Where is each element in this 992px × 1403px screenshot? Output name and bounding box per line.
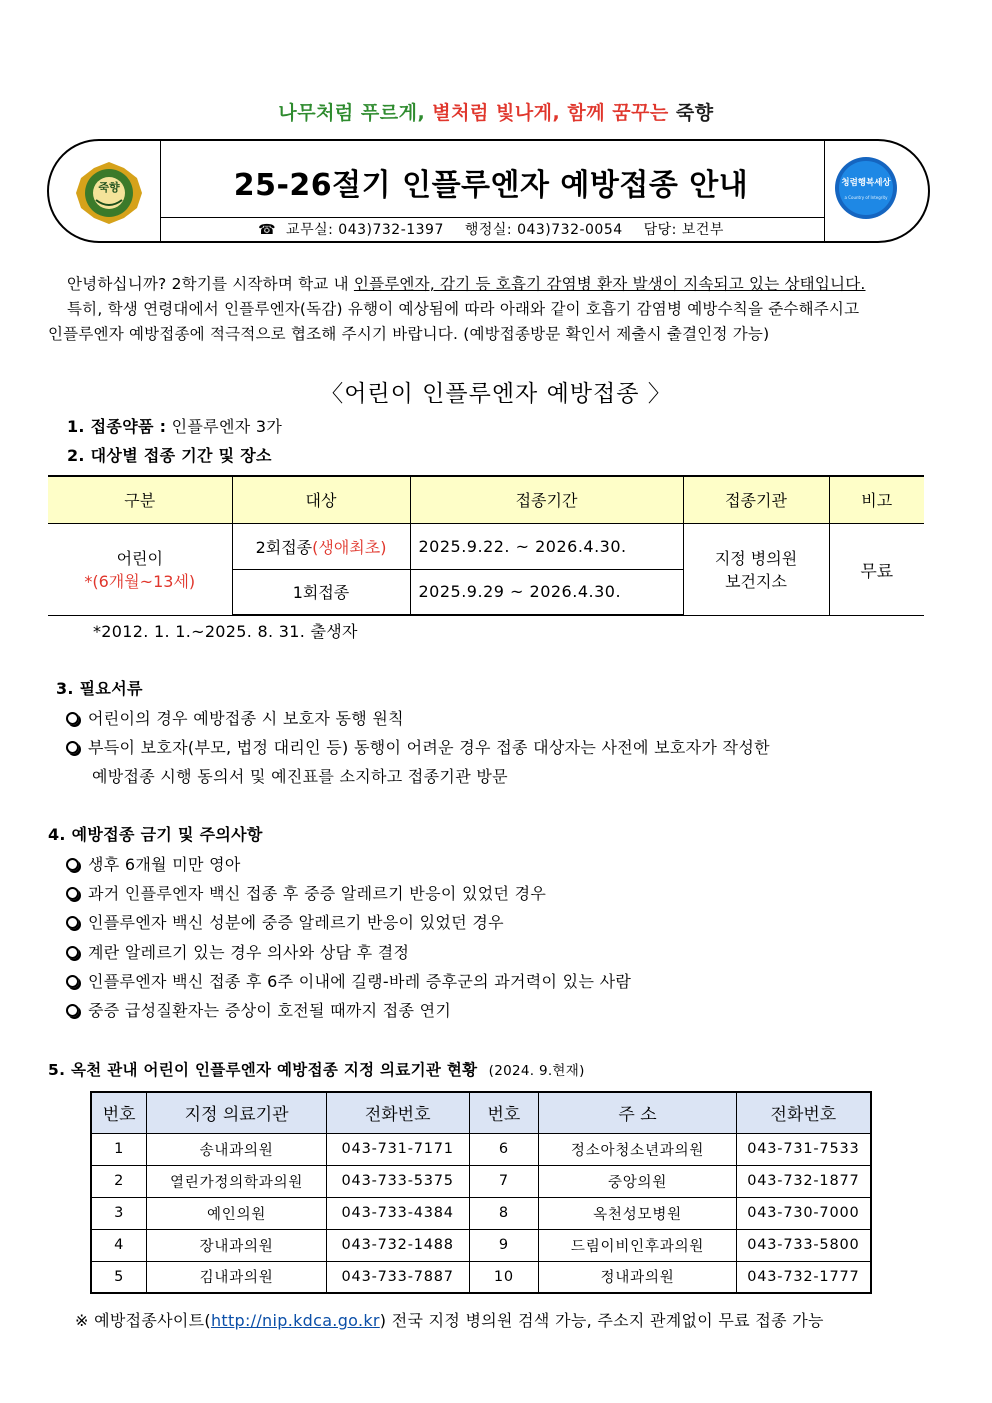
row1-target: 2회접종	[255, 537, 313, 557]
bullet-icon	[66, 975, 79, 988]
bullet-icon	[66, 946, 79, 959]
remark-cell: 무료	[829, 523, 924, 615]
item1	[67, 414, 282, 437]
item1-value: 인플루엔자 3가	[171, 417, 283, 436]
table-row: 4 장내과의원 043-732-1488 9 드림이비인후과의원 043-733-5800	[91, 1229, 871, 1261]
intro-line1-underlined: 인플루엔자, 감기 등 호흡기 감염병 환자 발생이 지속되고 있는 상태입니다.	[353, 275, 866, 293]
bullet-icon	[66, 712, 79, 725]
clinic-table	[90, 1091, 872, 1294]
slogan	[0, 98, 992, 125]
integrity-badge-icon	[833, 155, 899, 221]
footer-suffix: ) 전국 지정 병의원 검색 가능, 주소지 관계없이 무료 접종 가능	[379, 1311, 824, 1330]
col-header: 접종기간	[410, 476, 683, 523]
col-header: 전화번호	[736, 1092, 871, 1133]
emblem-text: 죽향	[98, 181, 120, 194]
contact-info	[159, 219, 823, 239]
col-header: 지정 의료기관	[147, 1092, 326, 1133]
col-header: 번호	[469, 1092, 539, 1133]
list-item: 계란 알레르기 있는 경우 의사와 상담 후 결정	[66, 940, 409, 963]
slogan-part3: 함께 꿈꾸는	[567, 102, 669, 124]
list-item: 중증 급성질환자는 증상이 호전될 때까지 접종 연기	[66, 998, 451, 1021]
institution-line2: 보건지소	[725, 572, 787, 591]
intro-line1: 안녕하십니까? 2학기를 시작하며 학교 내	[67, 275, 354, 293]
table-row: 3 예인의원 043-733-4384 8 옥천성모병원 043-730-7000	[91, 1197, 871, 1229]
item3-title: 3. 필요서류	[56, 679, 143, 698]
group-label: 어린이	[116, 549, 163, 568]
footer-prefix: ※ 예방접종사이트(	[75, 1311, 211, 1330]
item5-title: 5. 옥천 관내 어린이 인플루엔자 예방접종 지정 의료기관 현황	[48, 1061, 478, 1079]
target-cell	[232, 523, 410, 569]
row2-period: 2025.9.29 ~ 2026.4.30.	[410, 569, 683, 615]
list-item: 과거 인플루엔자 백신 접종 후 중증 알레르기 반응이 있었던 경우	[66, 881, 546, 904]
col-header: 번호	[91, 1092, 147, 1133]
contact-office: 교무실: 043)732-1397	[286, 222, 444, 238]
schedule-table	[48, 475, 924, 616]
slogan-part4: 죽향	[675, 102, 714, 124]
contact-admin: 행정실: 043)732-0054	[464, 222, 623, 238]
list-item: 부득이 보호자(부모, 법정 대리인 등) 동행이 어려운 경우 접종 대상자는 사전에 보호자가 작성한	[66, 735, 770, 758]
list-item: 인플루엔자 백신 성분에 중증 알레르기 반응이 있었던 경우	[66, 910, 504, 933]
row2-target: 1회접종	[232, 569, 410, 615]
page-title: 25-26절기 인플루엔자 예방접종 안내	[233, 168, 749, 203]
col-header: 비고	[829, 476, 924, 523]
bullet-icon	[66, 741, 79, 754]
list-item: 생후 6개월 미만 영아	[66, 852, 241, 875]
item3-continuation: 예방접종 시행 동의서 및 예진표를 소지하고 접종기관 방문	[92, 767, 508, 786]
col-header: 구분	[48, 476, 232, 523]
col-header: 주 소	[539, 1092, 736, 1133]
bullet-icon	[66, 1004, 79, 1017]
footer-note	[75, 1308, 824, 1331]
bullet-icon	[66, 887, 79, 900]
table-row: 5 김내과의원 043-733-7887 10 정내과의원 043-732-1777	[91, 1261, 871, 1293]
badge-text: 청렴행복세상	[841, 178, 891, 188]
group-note: *(6개월~13세)	[84, 572, 196, 591]
section-title: 〈어린이 인플루엔자 예방접종 〉	[320, 381, 672, 407]
bullet-icon	[66, 858, 79, 871]
badge-sub: a Country of Integrity	[844, 195, 888, 200]
institution-line1: 지정 병의원	[714, 549, 798, 568]
col-header: 대상	[232, 476, 410, 523]
vaccination-site-link[interactable]: http://nip.kdca.go.kr	[210, 1311, 380, 1330]
institution-cell	[683, 523, 829, 615]
intro-paragraph	[48, 272, 948, 347]
bullet-icon	[66, 916, 79, 929]
slogan-part2: 별처럼 빛나게,	[432, 102, 561, 124]
birth-note: *2012. 1. 1.~2025. 8. 31. 출생자	[93, 622, 358, 641]
phone-icon: ☎	[258, 222, 277, 238]
school-emblem-icon	[74, 160, 144, 226]
row1-target-note: (생애최초)	[312, 537, 387, 557]
col-header: 접종기관	[683, 476, 829, 523]
list-item: 인플루엔자 백신 접종 후 6주 이내에 길랭-바레 증후군의 과거력이 있는 사람	[66, 969, 631, 992]
item2-title: 2. 대상별 접종 기간 및 장소	[67, 446, 272, 465]
row1-period: 2025.9.22. ~ 2026.4.30.	[410, 523, 683, 569]
group-cell	[48, 523, 232, 615]
item5-heading	[48, 1058, 585, 1080]
intro-line2: 특히, 학생 연령대에서 인플루엔자(독감) 유행이 예상됨에 따라 아래와 같이 호흡기 감염병 예방수칙을 준수해주시고	[67, 300, 860, 318]
item1-label: 1. 접종약품 :	[67, 417, 167, 436]
list-item: 어린이의 경우 예방접종 시 보호자 동행 원칙	[66, 706, 404, 729]
table-row: 2 열린가정의학과의원 043-733-5375 7 중앙의원 043-732-1877	[91, 1165, 871, 1197]
contact-staff: 담당: 보건부	[643, 222, 724, 238]
item4-title: 4. 예방접종 금기 및 주의사항	[48, 825, 263, 844]
col-header: 전화번호	[326, 1092, 469, 1133]
item5-date: (2024. 9.현재)	[488, 1063, 585, 1079]
intro-line3: 인플루엔자 예방접종에 적극적으로 협조해 주시기 바랍니다. (예방접종방문 확인서 제출시 출결인정 가능)	[48, 325, 770, 343]
table-row: 1 송내과의원 043-731-7171 6 정소아청소년과의원 043-731-7533	[91, 1133, 871, 1165]
slogan-part1: 나무처럼 푸르게,	[278, 102, 426, 124]
